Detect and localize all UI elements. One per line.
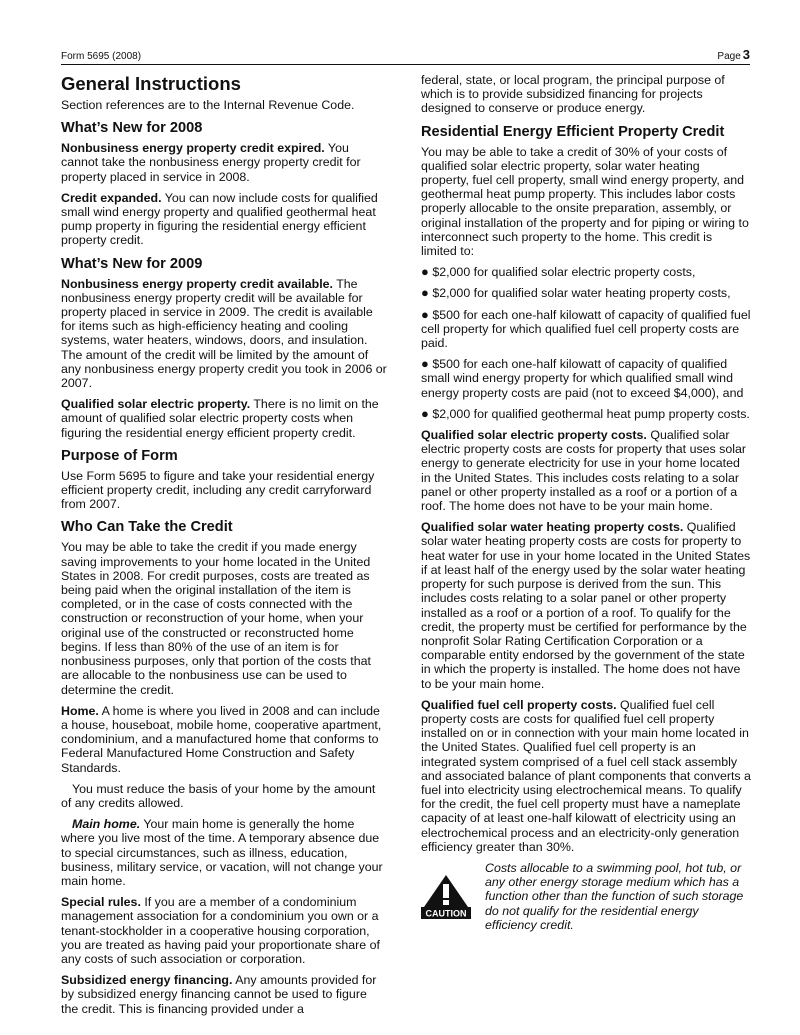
caution-triangle-icon: [421, 875, 471, 919]
caution-box: [421, 861, 751, 932]
subsidized-financing-label: Subsidized energy financing.: [61, 973, 233, 988]
subsidized-financing-text: Any amounts provided for by subsidized energy financing cannot be used to figure the credit. This is financing provided under a: [61, 973, 377, 1016]
main-home-paragraph: [61, 817, 387, 888]
subsidized-financing-paragraph: [61, 973, 387, 1016]
bullet-icon: ●: [421, 264, 429, 280]
page-label: Page: [717, 51, 741, 62]
bullet-icon: ●: [421, 285, 429, 301]
who-can-take-text: You may be able to take the credit if you made energy saving improvements to your home located in the United States in 2008. For credit purposes, costs are treated as being paid when the original installation of the item is completed, or in the case of costs connected with the construction or reconstruction of your home, when your original use of the constructed or reconstructed home begins. If less than 80% of the use of an item is for nonbusiness purposes, only that portion of the costs that are allocable to the nonbusiness use can be used to determine the credit.: [61, 540, 371, 697]
home-label: Home.: [61, 703, 99, 718]
credit-expired-text: You cannot take the nonbusiness energy property credit for property placed in service in 2008.: [61, 141, 361, 184]
purpose-text: Use Form 5695 to figure and take your residential energy efficient property credit, including any credit carryforward from 2007.: [61, 468, 375, 512]
special-rules-label: Special rules.: [61, 895, 141, 910]
bullet-icon: ●: [421, 306, 429, 322]
caution-icon: [421, 861, 471, 932]
right-column: [421, 73, 751, 932]
caution-text: Costs allocable to a swimming pool, hot tub, or any other energy storage medium which has a function other than the function of such storage do not qualify for the residential energy efficiency credit.: [485, 860, 744, 932]
residential-credit-intro: You may be able to take a credit of 30% of your costs of qualified solar electric property, solar water heating property, fuel cell property, small wind energy property, and geothermal heat pump property. This includes labor costs properly allocable to the onsite preparation, assembly, or original installation of the property and for piping or wiring to interconnect such property to the home. This credit is limited to:: [421, 144, 749, 259]
solar-water-costs-paragraph: [421, 520, 751, 690]
page-title: General Instructions: [61, 73, 241, 94]
header-rule: [61, 64, 750, 65]
caution-label: CAUTION: [425, 908, 467, 919]
solar-water-costs-label: Qualified solar water heating property costs.: [421, 520, 684, 535]
purpose-heading: Purpose of Form: [61, 447, 178, 464]
financing-continued-text: federal, state, or local program, the principal purpose of which is to provide subsidized financing for projects designed to conserve or produce energy.: [421, 73, 725, 116]
section-reference: Section references are to the Internal Revenue Code.: [61, 98, 355, 112]
reduce-basis-text: You must reduce the basis of your home by the amount of any credits allowed.: [61, 781, 376, 810]
solar-electric-costs-label: Qualified solar electric property costs.: [421, 428, 647, 443]
page-number-value: 3: [742, 47, 750, 62]
bullet-icon: ●: [421, 356, 429, 372]
whats-new-2009-heading: What’s New for 2009: [61, 255, 203, 272]
credit-available-label: Nonbusiness energy property credit available.: [61, 276, 333, 291]
fuel-cell-costs-text: Qualified fuel cell property costs are costs for qualified fuel cell property installed on or in connection with your main home located in the United States. Qualified fuel cell property is an integrated system comprised of a fuel cell stack assembly and associated balance of plant components that converts a fuel into electricity using electrochemical means. To qualify for the credit, the fuel cell property must have a nameplate capacity of at least one-half kilowatt of electricity using an electrochemical process and an electricity-only generation efficiency greater than 30%.: [421, 697, 751, 854]
special-rules-text: If you are a member of a condominium management association for a condominium you own or a tenant-stockholder in a cooperative housing corporation, you are treated as having paid your proportionate share of any costs of such association or corporation.: [61, 895, 380, 966]
home-paragraph: [61, 704, 387, 775]
home-text: A home is where you lived in 2008 and can include a house, houseboat, mobile home, cooperative apartment, condominium, and a manufactured home that conforms to Federal Manufactured Home Construction and Safety Standards.: [61, 703, 382, 775]
solar-electric-costs-paragraph: [421, 428, 751, 513]
who-can-take-heading: Who Can Take the Credit: [61, 519, 233, 536]
credit-expired-paragraph: [61, 141, 387, 184]
bullet-text: $2,000 for qualified solar electric property costs,: [432, 265, 696, 280]
solar-electric-text: There is no limit on the amount of qualified solar electric property costs when figuring the residential energy efficient property credit.: [61, 397, 379, 440]
bullet-item: [421, 308, 751, 351]
bullet-text: $500 for each one-half kilowatt of capacity of qualified small wind energy property for which qualified small wind energy property costs are paid (not to exceed $4,000), and: [421, 357, 744, 400]
credit-available-text: The nonbusiness energy property credit will be available for property placed in service in 2009. The credit is available for items such as high-efficiency heating and cooling systems, water heaters, windows, doors, and insulation. The amount of the credit will be limited by the amount of any nonbusiness energy property credit you took in 2006 or 2007.: [61, 276, 387, 391]
bullet-text: $2,000 for qualified geothermal heat pump property costs.: [432, 406, 750, 421]
bullet-icon: ●: [421, 405, 429, 421]
whats-new-2008-heading: What’s New for 2008: [61, 120, 203, 137]
solar-water-costs-text: Qualified solar water heating property costs are costs for property to heat water for use in your home located in the United States if at least half of the energy used by the solar water heating property for such purpose is derived from the sun. This includes costs relating to a solar panel or other property installed as a roof or a portion of a roof. To qualify for the credit, the property must be certified for performance by the nonprofit Solar Rating Certification Corporation or a comparable entity endorsed by the government of the state in which the property is installed. The home does not have to be your main home.: [421, 520, 751, 691]
credit-expired-label: Nonbusiness energy property credit expired.: [61, 141, 325, 156]
bullet-text: $500 for each one-half kilowatt of capacity of qualified fuel cell property for which qualified fuel cell property costs are paid.: [421, 307, 751, 351]
bullet-item: [421, 265, 751, 279]
credit-expanded-text: You can now include costs for qualified small wind energy property and qualified geothermal heat pump property in figuring the residential energy efficient property credit.: [61, 190, 378, 248]
left-column: [61, 73, 387, 1023]
bullet-item: [421, 286, 751, 300]
fuel-cell-costs-paragraph: [421, 698, 751, 854]
page-number: [717, 47, 750, 62]
solar-electric-paragraph: [61, 397, 387, 440]
credit-available-paragraph: [61, 277, 387, 391]
bullet-text: $2,000 for qualified solar water heating property costs,: [432, 286, 731, 301]
main-home-text: Your main home is generally the home where you live most of the time. A temporary absence due to special circumstances, such as illness, education, business, military service, or vacation, will not change your main home.: [61, 817, 383, 888]
main-home-label: Main home.: [72, 817, 141, 832]
special-rules-paragraph: [61, 895, 387, 966]
residential-credit-heading: Residential Energy Efficient Property Credit: [421, 123, 725, 140]
bullet-item: [421, 357, 751, 400]
fuel-cell-costs-label: Qualified fuel cell property costs.: [421, 697, 617, 712]
credit-expanded-paragraph: [61, 191, 387, 248]
credit-expanded-label: Credit expanded.: [61, 190, 162, 205]
solar-electric-costs-text: Qualified solar electric property costs are costs for property that uses solar energy to generate electricity for use in your home located in the United States. This includes costs relating to a solar panel or other property installed as a roof or a portion of a roof. The home does not have to be your main home.: [421, 428, 747, 514]
bullet-item: [421, 407, 751, 421]
solar-electric-label: Qualified solar electric property.: [61, 397, 251, 412]
form-label: Form 5695 (2008): [61, 51, 142, 62]
